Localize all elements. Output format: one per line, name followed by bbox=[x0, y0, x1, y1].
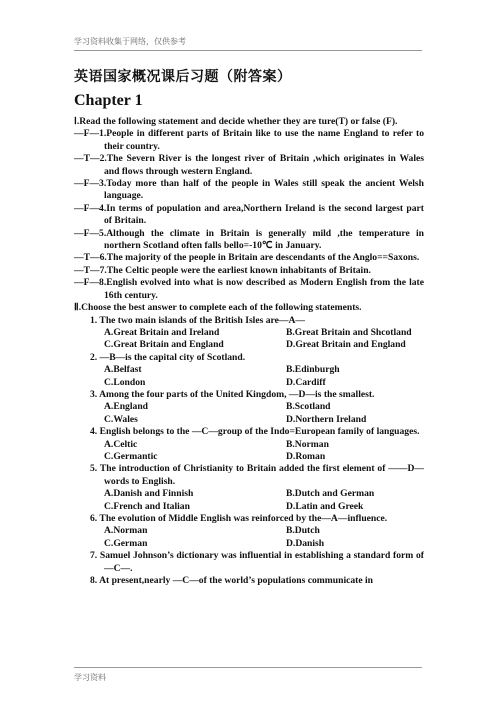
option-a: A.Belfast bbox=[104, 364, 142, 376]
option-c: C.Germantic bbox=[104, 450, 158, 462]
mc-options bbox=[74, 414, 424, 426]
mc-question: 4. English belongs to the —C—group of the Indo=European family of languages. bbox=[90, 426, 420, 438]
mc-options bbox=[74, 501, 424, 513]
option-a: A.England bbox=[104, 401, 148, 413]
option-d: D.Danish bbox=[286, 537, 325, 549]
document-title: 英语国家概况课后习题（附答案） bbox=[74, 69, 292, 85]
mc-options bbox=[74, 401, 424, 413]
mc-options bbox=[74, 439, 424, 451]
header-rule bbox=[74, 50, 422, 51]
mc-options bbox=[74, 488, 424, 500]
option-c: C.London bbox=[104, 376, 146, 388]
tf-item: —F—5.Although the climate in Britain is generally mild ,the temperature in northern Scotland often falls bello=-10℃ in January. bbox=[74, 227, 424, 252]
option-c: C.Great Britain and England bbox=[104, 339, 224, 351]
tf-item: —T—6.The majority of the people in Britain are descendants of the Anglo==Saxons. bbox=[74, 252, 420, 264]
option-d: D.Great Britain and England bbox=[286, 339, 406, 351]
option-b: B.Dutch and German bbox=[286, 488, 375, 500]
tf-item: —F—3.Today more than half of the people in Wales still speak the ancient Welsh language. bbox=[74, 178, 424, 202]
mc-question: 8. At present,nearly —C—of the world’s populations communicate in bbox=[90, 575, 374, 587]
section2-heading: Ⅱ.Choose the best answer to complete each of the following statements. bbox=[74, 302, 362, 314]
option-b: B.Edinburgh bbox=[286, 364, 340, 376]
mc-question: 3. Among the four parts of the United Kingdom, —D—is the smallest. bbox=[90, 388, 375, 400]
mc-options bbox=[74, 339, 424, 351]
option-a: A.Celtic bbox=[104, 438, 138, 450]
option-d: D.Cardiff bbox=[286, 376, 326, 388]
option-c: C.French and Italian bbox=[104, 500, 190, 512]
option-c: C.German bbox=[104, 537, 148, 549]
option-a: A.Norman bbox=[104, 525, 148, 537]
chapter-heading: Chapter 1 bbox=[74, 92, 143, 109]
tf-item: —F—8.English evolved into what is now described as Modern English from the late 16th century. bbox=[74, 277, 424, 301]
option-c: C.Wales bbox=[104, 413, 138, 425]
mc-options bbox=[74, 451, 424, 463]
footer-rule bbox=[74, 667, 422, 668]
section1-heading: Ⅰ.Read the following statement and decide whether they are ture(T) or false (F). bbox=[74, 116, 398, 127]
mc-question: 6. The evolution of Middle English was reinforced by the—A—influence. bbox=[90, 513, 388, 524]
option-b: B.Dutch bbox=[286, 525, 320, 537]
mc-question: 5. The introduction of Christianity to Britain added the first element of ——D—words to English. bbox=[90, 463, 424, 487]
mc-options bbox=[74, 327, 424, 339]
option-b: B.Norman bbox=[286, 438, 329, 450]
tf-item: —T—2.The Severn River is the longest river of Britain ,which originates in Wales and flows through western England. bbox=[74, 153, 424, 177]
page-header: 学习资料收集于网络，仅供参考 bbox=[74, 37, 186, 46]
mc-question: 1. The two main islands of the British Isles are—A— bbox=[90, 314, 305, 326]
mc-question: 2. —B—is the capital city of Scotland. bbox=[90, 351, 246, 363]
option-d: D.Latin and Greek bbox=[286, 500, 364, 512]
mc-options bbox=[74, 525, 424, 537]
option-d: D.Roman bbox=[286, 450, 326, 462]
mc-options bbox=[74, 364, 424, 376]
document-body bbox=[74, 66, 424, 587]
page-footer: 学习资料 bbox=[74, 673, 106, 682]
mc-question: 7. Samuel Johnson’s dictionary was influential in establishing a standard form of—C—. bbox=[90, 550, 424, 574]
tf-item: —F—1.People in different parts of Britain like to use the name England to refer to their country. bbox=[74, 128, 424, 152]
option-b: B.Great Britain and Shcotland bbox=[286, 326, 412, 338]
mc-options bbox=[74, 377, 424, 389]
mc-options bbox=[74, 538, 424, 550]
option-a: A.Danish and Finnish bbox=[104, 488, 194, 500]
option-d: D.Northern Ireland bbox=[286, 413, 367, 425]
tf-item: —F—4.In terms of population and area,Northern Ireland is the second largest part of Britain. bbox=[74, 202, 424, 227]
option-a: A.Great Britain and Ireland bbox=[104, 326, 220, 338]
option-b: B.Scotland bbox=[286, 401, 331, 413]
tf-item: —T—7.The Celtic people were the earliest known inhabitants of Britain. bbox=[74, 264, 371, 276]
